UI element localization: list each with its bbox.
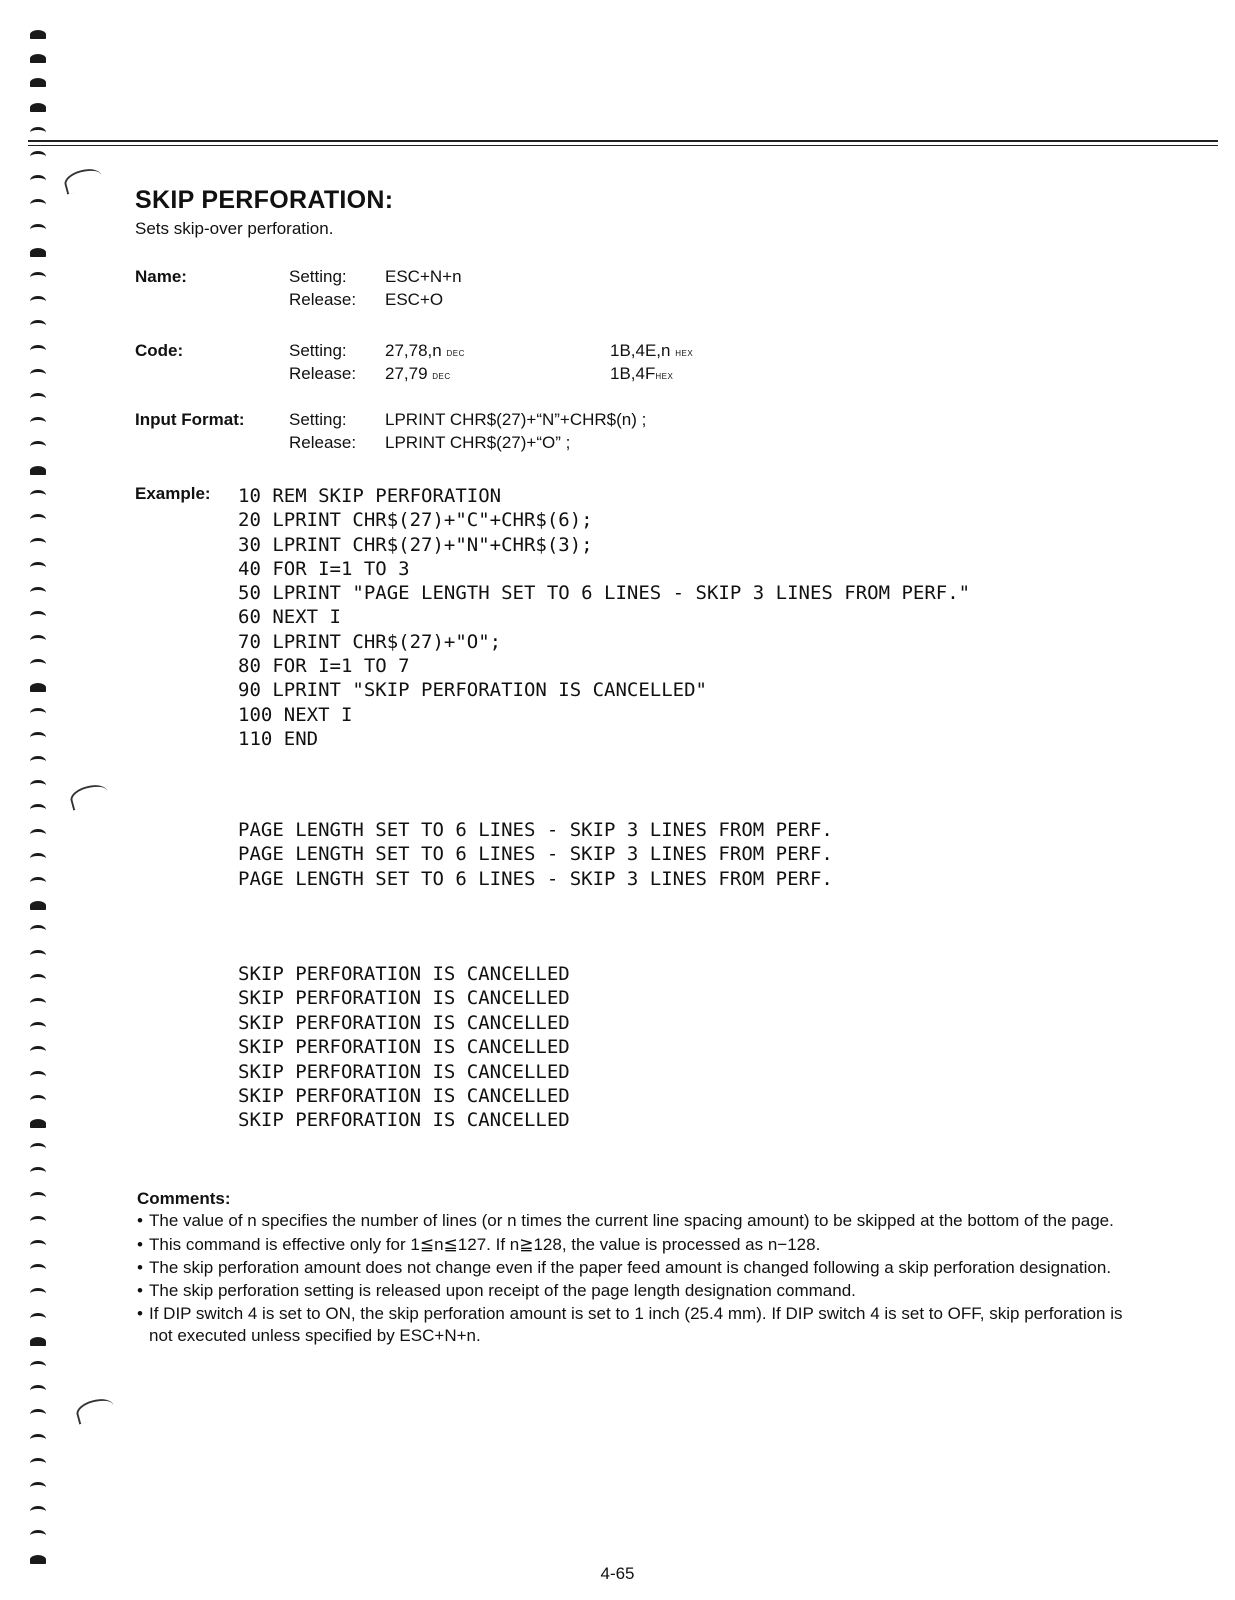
comment-item: • If DIP switch 4 is set to ON, the skip perforation amount is set to 1 inch (25.4 mm). If DIP switch 4 is set to OFF, skip perforation is not executed unless specified by ESC+N+n. bbox=[137, 1303, 1127, 1346]
output-line: SKIP PERFORATION IS CANCELLED bbox=[238, 1085, 570, 1108]
perforation-mark bbox=[30, 514, 46, 525]
perforation-mark bbox=[30, 296, 46, 307]
perforation-mark bbox=[30, 732, 46, 743]
input-format-setting-value: LPRINT CHR$(27)+“N”+CHR$(n) ; bbox=[385, 410, 647, 429]
page-number: 4-65 bbox=[600, 1564, 635, 1583]
input-format-label: Input Format: bbox=[135, 410, 245, 429]
perforation-mark bbox=[30, 562, 46, 573]
input-format-release-value: LPRINT CHR$(27)+“O” ; bbox=[385, 433, 571, 452]
perforation-mark bbox=[30, 780, 46, 791]
output-line: SKIP PERFORATION IS CANCELLED bbox=[238, 1036, 570, 1059]
decorative-arc bbox=[62, 165, 104, 194]
perforation-mark bbox=[30, 248, 46, 257]
perforation-mark bbox=[30, 1555, 46, 1564]
output-line: SKIP PERFORATION IS CANCELLED bbox=[238, 1060, 570, 1083]
input-format-setting-label: Setting: bbox=[289, 410, 347, 429]
hex-tag: HEX bbox=[655, 372, 674, 381]
binder-holes bbox=[30, 30, 50, 1590]
example-label: Example: bbox=[135, 484, 211, 503]
code-label: Code: bbox=[135, 341, 184, 360]
output-block-page-length bbox=[238, 818, 1038, 891]
perforation-mark bbox=[30, 708, 46, 719]
comments-section bbox=[137, 1188, 1127, 1348]
perforation-mark bbox=[30, 224, 46, 235]
perforation-mark bbox=[30, 829, 46, 840]
perforation-mark bbox=[30, 1361, 46, 1372]
perforation-mark bbox=[30, 30, 46, 39]
comment-item: • The skip perforation amount does not change even if the paper feed amount is changed following a skip perforation designation. bbox=[137, 1257, 1127, 1278]
perforation-mark bbox=[30, 1506, 46, 1517]
code-line: 80 FOR I=1 TO 7 bbox=[238, 655, 410, 678]
perforation-mark bbox=[30, 1192, 46, 1203]
perforation-mark bbox=[30, 804, 46, 815]
perforation-mark bbox=[30, 635, 46, 646]
comment-item: • This command is effective only for 1≦n≦127. If n≧128, the value is processed as n−128. bbox=[137, 1234, 1127, 1255]
code-line: 10 REM SKIP PERFORATION bbox=[238, 485, 502, 507]
perforation-mark bbox=[30, 853, 46, 864]
code-line: 110 END bbox=[238, 727, 319, 750]
output-line: PAGE LENGTH SET TO 6 LINES - SKIP 3 LINES FROM PERF. bbox=[238, 867, 833, 890]
perforation-mark bbox=[30, 393, 46, 404]
name-label: Name: bbox=[135, 267, 187, 286]
perforation-mark bbox=[30, 466, 46, 475]
code-release-hex: 1B,4FHEX bbox=[610, 364, 674, 383]
perforation-mark bbox=[30, 877, 46, 888]
perforation-mark bbox=[30, 950, 46, 961]
perforation-mark bbox=[30, 998, 46, 1009]
header-rule bbox=[28, 140, 1218, 142]
perforation-mark bbox=[30, 1143, 46, 1154]
perforation-mark bbox=[30, 901, 46, 910]
dec-tag: DEC bbox=[432, 372, 451, 381]
output-line: SKIP PERFORATION IS CANCELLED bbox=[238, 1011, 570, 1034]
name-setting-value: ESC+N+n bbox=[385, 267, 462, 286]
name-release-value: ESC+O bbox=[385, 290, 444, 309]
code-line: 20 LPRINT CHR$(27)+"C"+CHR$(6); bbox=[238, 509, 593, 532]
decorative-arc bbox=[74, 1395, 116, 1424]
perforation-mark bbox=[30, 417, 46, 428]
code-setting-hex: 1B,4E,n HEX bbox=[610, 341, 694, 360]
output-line: SKIP PERFORATION IS CANCELLED bbox=[238, 963, 570, 985]
perforation-mark bbox=[30, 320, 46, 331]
perforation-mark bbox=[30, 1216, 46, 1227]
perforation-mark bbox=[30, 199, 46, 210]
perforation-mark bbox=[30, 1337, 46, 1346]
code-line: 50 LPRINT "PAGE LENGTH SET TO 6 LINES - SKIP 3 LINES FROM PERF." bbox=[238, 582, 971, 605]
comment-item: • The value of n specifies the number of lines (or n times the current line spacing amount) to be skipped at the bottom of the page. bbox=[137, 1210, 1127, 1231]
perforation-mark bbox=[30, 1240, 46, 1251]
perforation-mark bbox=[30, 1434, 46, 1445]
perforation-mark bbox=[30, 659, 46, 670]
perforation-mark bbox=[30, 1071, 46, 1082]
perforation-mark bbox=[30, 925, 46, 936]
code-setting-label: Setting: bbox=[289, 341, 347, 360]
perforation-mark bbox=[30, 490, 46, 501]
perforation-mark bbox=[30, 441, 46, 452]
code-line: 40 FOR I=1 TO 3 bbox=[238, 557, 410, 580]
output-line: SKIP PERFORATION IS CANCELLED bbox=[238, 1109, 570, 1132]
perforation-mark bbox=[30, 1482, 46, 1493]
decorative-arc bbox=[68, 781, 110, 810]
perforation-mark bbox=[30, 1167, 46, 1178]
comments-title: Comments: bbox=[137, 1189, 231, 1208]
code-line: 100 NEXT I bbox=[238, 703, 353, 726]
perforation-mark bbox=[30, 1022, 46, 1033]
perforation-mark bbox=[30, 1119, 46, 1128]
perforation-mark bbox=[30, 1313, 46, 1324]
perforation-mark bbox=[30, 756, 46, 767]
perforation-mark bbox=[30, 1385, 46, 1396]
hex-tag: HEX bbox=[675, 349, 694, 358]
perforation-mark bbox=[30, 175, 46, 186]
output-block-cancelled bbox=[238, 962, 1038, 1133]
section-subtitle: Sets skip-over perforation. bbox=[135, 219, 334, 238]
perforation-mark bbox=[30, 587, 46, 598]
perforation-mark bbox=[30, 538, 46, 549]
perforation-mark bbox=[30, 151, 46, 162]
code-release-label: Release: bbox=[289, 364, 357, 383]
code-line: 70 LPRINT CHR$(27)+"O"; bbox=[238, 630, 502, 653]
perforation-mark bbox=[30, 345, 46, 356]
example-code-block bbox=[238, 484, 1198, 751]
perforation-mark bbox=[30, 1095, 46, 1106]
input-format-release-label: Release: bbox=[289, 433, 357, 452]
perforation-mark bbox=[30, 1046, 46, 1057]
perforation-mark bbox=[30, 103, 46, 112]
perforation-mark bbox=[30, 1409, 46, 1420]
perforation-mark bbox=[30, 683, 46, 692]
header-rule-thin bbox=[28, 145, 1218, 146]
name-release-label: Release: bbox=[289, 290, 357, 309]
code-line: 30 LPRINT CHR$(27)+"N"+CHR$(3); bbox=[238, 533, 593, 556]
comments-list bbox=[137, 1210, 1127, 1346]
perforation-mark bbox=[30, 1458, 46, 1469]
perforation-mark bbox=[30, 1530, 46, 1541]
perforation-mark bbox=[30, 1264, 46, 1275]
code-line: 90 LPRINT "SKIP PERFORATION IS CANCELLED" bbox=[238, 679, 707, 702]
perforation-mark bbox=[30, 369, 46, 380]
code-setting-dec: 27,78,n DEC bbox=[385, 341, 465, 360]
perforation-mark bbox=[30, 78, 46, 87]
perforation-mark bbox=[30, 974, 46, 985]
output-line: PAGE LENGTH SET TO 6 LINES - SKIP 3 LINES FROM PERF. bbox=[238, 819, 833, 841]
code-release-dec: 27,79 DEC bbox=[385, 364, 451, 383]
name-setting-label: Setting: bbox=[289, 267, 347, 286]
perforation-mark bbox=[30, 1288, 46, 1299]
perforation-mark bbox=[30, 611, 46, 622]
section-title: SKIP PERFORATION: bbox=[135, 186, 394, 214]
comment-item: • The skip perforation setting is released upon receipt of the page length designation command. bbox=[137, 1280, 1127, 1301]
output-line: PAGE LENGTH SET TO 6 LINES - SKIP 3 LINES FROM PERF. bbox=[238, 843, 833, 866]
dec-tag: DEC bbox=[446, 349, 465, 358]
output-line: SKIP PERFORATION IS CANCELLED bbox=[238, 987, 570, 1010]
perforation-mark bbox=[30, 127, 46, 138]
perforation-mark bbox=[30, 54, 46, 63]
perforation-mark bbox=[30, 272, 46, 283]
code-line: 60 NEXT I bbox=[238, 606, 341, 629]
